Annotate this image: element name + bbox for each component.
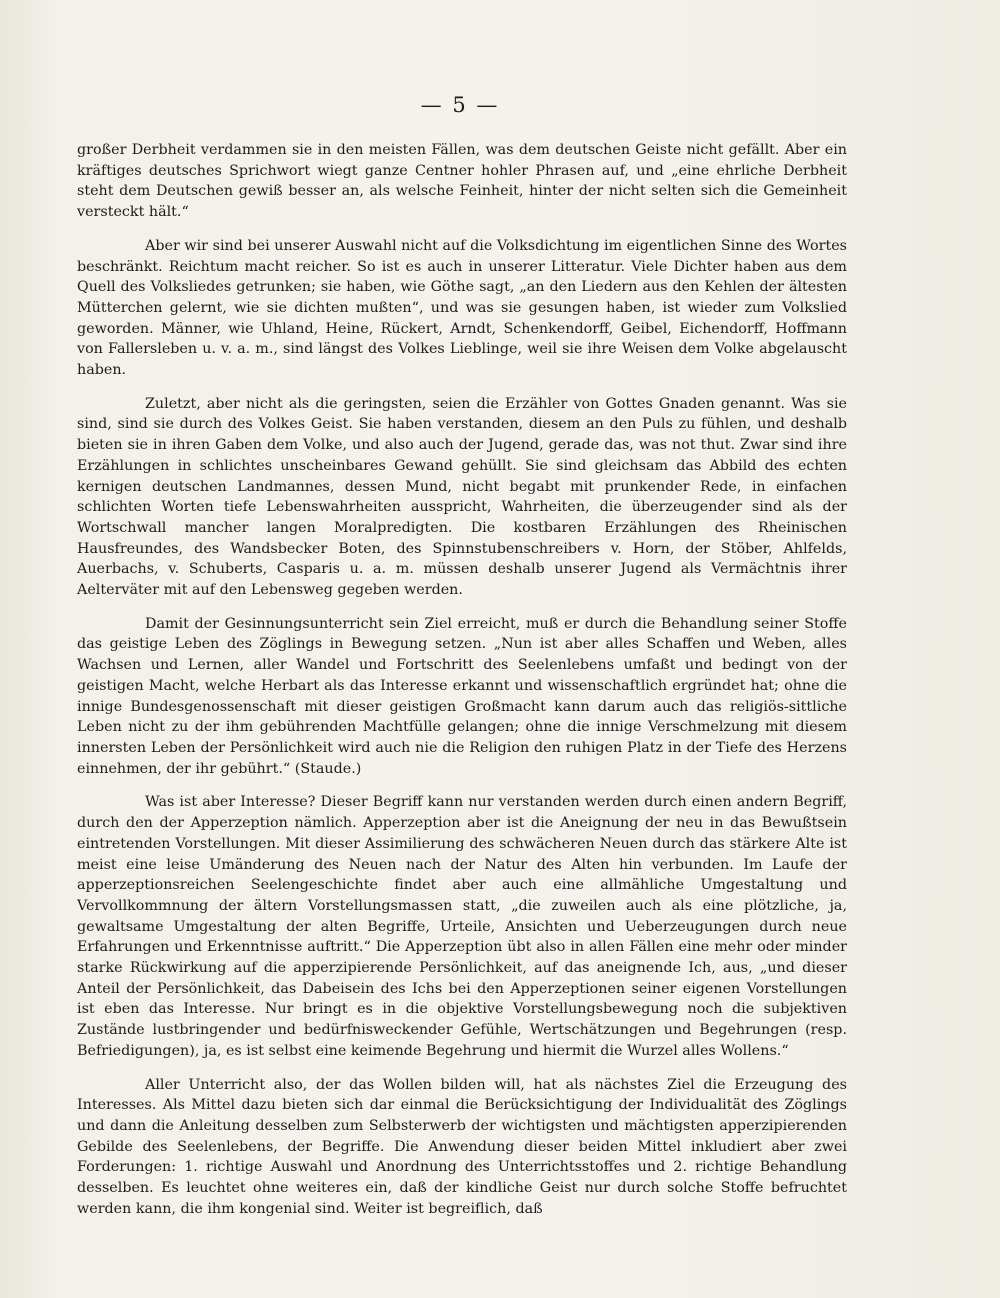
paragraph: Damit der Gesinnungsunterricht sein Ziel erreicht, muß er durch die Behandlung seiner Stoffe das geistige Leben des Zöglings in Bewegung setzen. „Nun ist aber alles Schaffen und Weben, alles Wachsen und Lernen, aller Wandel und Fortschritt des Seelenlebens umfaßt und bedingt von der geistigen Macht, welche Herbart als das Interesse erkannt und wissenschaftlich ergründet hat; ohne die innige Bundesgenossenschaft mit dieser geistigen Großmacht kann darum auch das religiös-sittliche Leben nicht zu der ihm gebührenden Machtfülle gelangen; ohne die innige Verschmelzung mit diesem innersten Leben der Persönlichkeit wird auch nie die Religion den ruhigen Platz in der Tiefe des Herzens einnehmen, der ihr gebührt.“ (Staude.) [77, 615, 847, 777]
paragraph: Zuletzt, aber nicht als die geringsten, seien die Erzähler von Gottes Gnaden genannt. Was sie sind, sind sie durch des Volkes Geist. Sie haben verstanden, diesem an den Puls zu fühlen, und deshalb bieten sie in ihren Gaben dem Volke, und also auch der Jugend, gerade das, was not thut. Zwar sind ihre Erzählungen in schlichtes unscheinbares Gewand gehüllt. Sie sind gleichsam das Abbild des echten kernigen deutschen Landmannes, dessen Mund, nicht begabt mit prunkender Rede, in einfachen schlichten Worten tiefe Lebenswahrheiten ausspricht, Wahrheiten, die überzeugender sind als der Wortschwall mancher langen Moralpredigten. Die kostbaren Erzählungen des Rheinischen Hausfreundes, des Wandsbecker Boten, des Spinnstubenschreibers v. Horn, der Stöber, Ahlfelds, Auerbachs, v. Schuberts, Casparis u. a. m. müssen deshalb unserer Jugend als Vermächtnis ihrer Aelterväter mit auf den Lebensweg gegeben werden. [77, 395, 847, 599]
paragraph: Aber wir sind bei unserer Auswahl nicht auf die Volksdichtung im eigentlichen Sinne des Wortes beschränkt. Reichtum macht reicher. So ist es auch in unserer Litteratur. Viele Dichter haben aus dem Quell des Volksliedes getrunken; sie haben, wie Göthe sagt, „an den Liedern aus den Kehlen der ältesten Mütterchen gelernt, wie sie dichten mußten“, und was sie gesungen haben, ist wieder zum Volkslied geworden. Männer, wie Uhland, Heine, Rückert, Arndt, Schenkendorff, Geibel, Eichendorff, Hoffmann von Fallersleben u. v. a. m., sind längst des Volkes Lieblinge, weil sie ihre Weisen dem Volke abgelauscht haben. [77, 237, 847, 379]
page-number: — 5 — [420, 93, 500, 117]
paragraph: Was ist aber Interesse? Dieser Begriff kann nur verstanden werden durch einen andern Begriff, durch den der Apperzeption nämlich. Apperzeption aber ist die Aneignung der neu in das Bewußtsein eintretenden Vorstellungen. Mit dieser Assimilierung des schwächeren Neuen durch das stärkere Alte ist meist eine leise Umänderung des Neuen nach der Natur des Alten hin verbunden. Im Laufe der apperzeptionsreichen Seelengeschichte findet aber auch eine allmähliche Umgestaltung und Vervollkommnung der ältern Vorstellungsmassen statt, „die zuweilen auch als eine plötzliche, ja, gewaltsame Umgestaltung der alten Begriffe, Urteile, Ansichten und Ueberzeugungen durch neue Erfahrungen und Erkenntnisse auftritt.“ Die Apperzeption übt also in allen Fällen eine mehr oder minder starke Rückwirkung auf die apperzipierende Persönlichkeit, auf das aneignende Ich, aus, „und dieser Anteil der Persönlichkeit, das Dabeisein des Ichs bei den Apperzeptionen seiner eigenen Vorstellungen ist eben das Interesse. Nur bringt es in die objektive Vorstellungsbewegung noch die subjektiven Zustände lustbringender und bedürfnisweckender Gefühle, Wertschätzungen und Begehrungen (resp. Befriedigungen), ja, es ist selbst eine keimende Begehrung und hiermit die Wurzel alles Wollens.“ [77, 794, 847, 1059]
body-text [77, 140, 847, 1232]
paragraph: großer Derbheit verdammen sie in den meisten Fällen, was dem deutschen Geiste nicht gefällt. Aber ein kräftiges deutsches Sprichwort wiegt ganze Centner hohler Phrasen auf, und „eine ehrliche Derbheit steht dem Deutschen gewiß besser an, als welsche Feinheit, hinter der nicht selten sich die Gemeinheit versteckt hält.“ [77, 142, 847, 221]
paragraph: Aller Unterricht also, der das Wollen bilden will, hat als nächstes Ziel die Erzeugung des Interesses. Als Mittel dazu bieten sich dar einmal die Berücksichtigung der Individualität des Zöglings und dann die Anleitung desselben zum Selbsterwerb der wichtigsten und mächtigsten apperzipierenden Gebilde des Seelenlebens, der Begriffe. Die Anwendung dieser beiden Mittel inkludiert aber zwei Forderungen: 1. richtige Auswahl und Anordnung des Unterrichtsstoffes und 2. richtige Behandlung desselben. Es leuchtet ohne weiteres ein, daß der kindliche Geist nur durch solche Stoffe befruchtet werden kann, die ihm kongenial sind. Weiter ist begreiflich, daß [77, 1076, 847, 1217]
